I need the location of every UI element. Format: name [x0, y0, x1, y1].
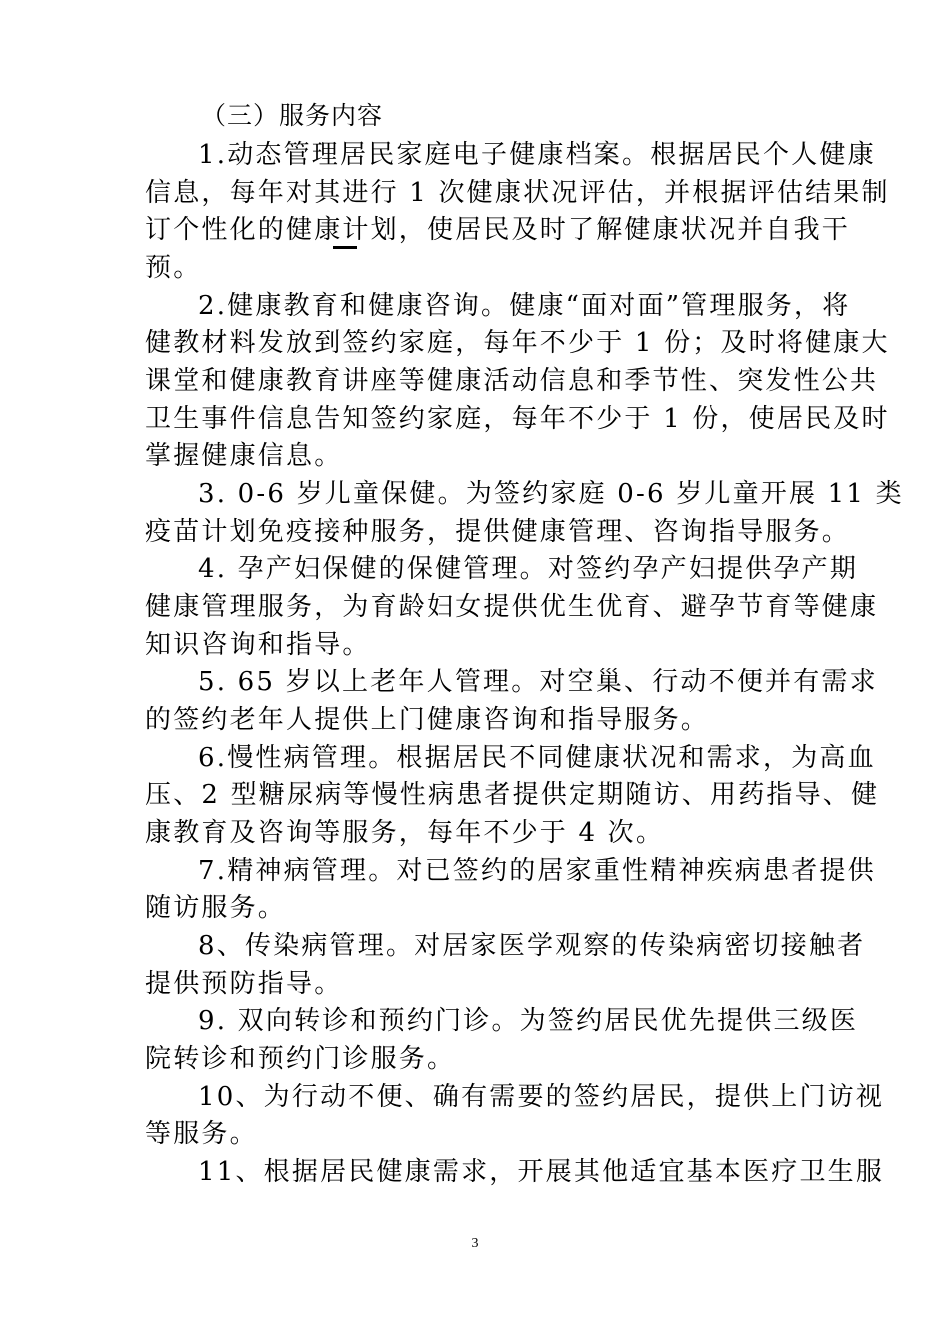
paragraph-line: 2.健康教育和健康咨询。健康“面对面”管理服务，将 — [198, 291, 851, 321]
paragraph-line: 康教育及咨询等服务，每年不少于 4 次。 — [145, 818, 665, 848]
paragraph-line: 课堂和健康教育讲座等健康活动信息和季节性、突发性公共 — [145, 366, 879, 396]
page-number: 3 — [471, 1236, 479, 1251]
paragraph-line: 随访服务。 — [145, 893, 287, 923]
paragraph-line: 卫生事件信息告知签约家庭，每年不少于 1 份，使居民及时 — [145, 404, 890, 434]
paragraph-line: 10、为行动不便、确有需要的签约居民，提供上门访视 — [198, 1082, 885, 1112]
paragraph-line: 8、传染病管理。对居家医学观察的传染病密切接触者 — [198, 931, 866, 961]
paragraph-line: 11、根据居民健康需求，开展其他适宜基本医疗卫生服 — [198, 1157, 885, 1187]
paragraph-line: 预。 — [145, 253, 202, 283]
paragraph-line: 疫苗计划免疫接种服务，提供健康管理、咨询指导服务。 — [145, 517, 851, 547]
paragraph-line: 的签约老年人提供上门健康咨询和指导服务。 — [145, 705, 710, 735]
paragraph-line: 3. 0-6 岁儿童保健。为签约家庭 0-6 岁儿童开展 11 类 — [198, 479, 904, 509]
section-heading: （三）服务内容 — [201, 101, 384, 130]
paragraph-line: 等服务。 — [145, 1119, 258, 1149]
paragraph-line: 7.精神病管理。对已签约的居家重性精神疾病患者提供 — [198, 856, 876, 886]
paragraph-line: 信息，每年对其进行 1 次健康状况评估，并根据评估结果制 — [145, 178, 890, 208]
paragraph-line: 提供预防指导。 — [145, 969, 343, 999]
paragraph-line: 订个性化的健康计划，使居民及时了解健康状况并自我干 — [145, 215, 851, 245]
paragraph-line: 知识咨询和指导。 — [145, 630, 371, 660]
paragraph-line: 掌握健康信息。 — [145, 441, 343, 471]
paragraph-line: 健教材料发放到签约家庭，每年不少于 1 份；及时将健康大 — [145, 328, 890, 358]
paragraph-line: 1.动态管理居民家庭电子健康档案。根据居民个人健康 — [198, 140, 876, 170]
paragraph-line: 5. 65 岁以上老年人管理。对空巢、行动不便并有需求 — [198, 667, 878, 697]
paragraph-line: 4. 孕产妇保健的保健管理。对签约孕产妇提供孕产期 — [198, 554, 859, 584]
paragraph-line: 6.慢性病管理。根据居民不同健康状况和需求，为高血 — [198, 743, 876, 773]
paragraph-line: 压、2 型糖尿病等慢性病患者提供定期随访、用药指导、健 — [145, 780, 880, 810]
underline-mark — [333, 246, 357, 249]
paragraph-line: 健康管理服务，为育龄妇女提供优生优育、避孕节育等健康 — [145, 592, 879, 622]
paragraph-line: 院转诊和预约门诊服务。 — [145, 1044, 456, 1074]
paragraph-line: 9. 双向转诊和预约门诊。为签约居民优先提供三级医 — [198, 1006, 859, 1036]
